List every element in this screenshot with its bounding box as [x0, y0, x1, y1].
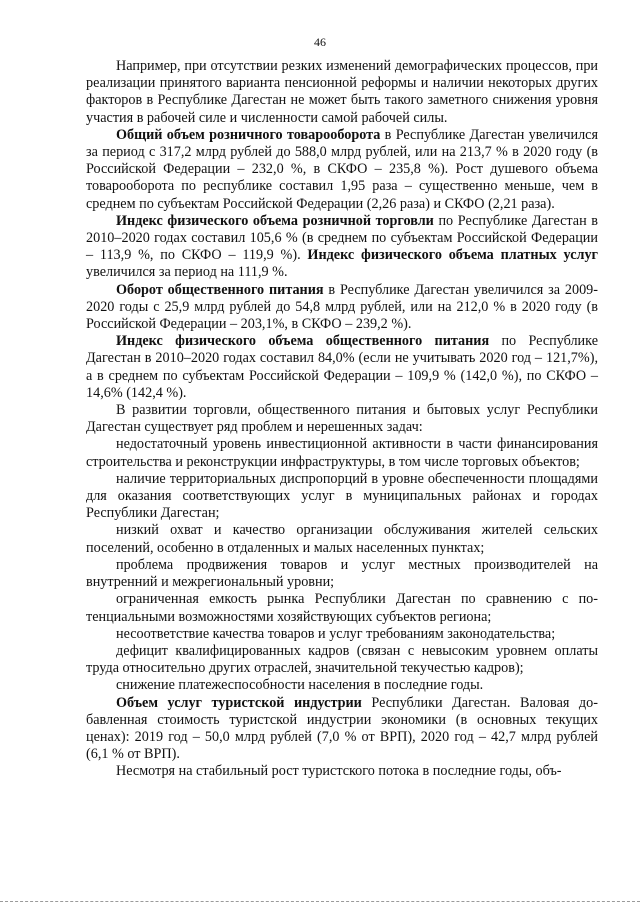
paragraph-5 [86, 333, 598, 402]
text-run: в Республике Дагестан увеличился за 2009-2020 годы с 25,9 млрд рублей до 54,8 млрд рублей, или на 212,0 % в 2020 году (в Российской Федерации – 203,1%, в СКФО – 239,2 %). [86, 281, 598, 333]
page-number: 46 [314, 35, 326, 49]
paragraph-9 [86, 522, 598, 556]
text-run: увеличился за период на 111,9 %. [86, 264, 288, 281]
paragraph-15 [86, 695, 598, 764]
text-run: В развитии торговли, общественного питания и бытовых услуг Республики Дагестан существует ряд проблем и нерешенных задач: [86, 402, 598, 436]
paragraph-13 [86, 643, 598, 677]
bold-term: Индекс физического объема общественного питания [116, 333, 490, 350]
paragraph-2 [86, 127, 598, 213]
text-run: наличие территориальных диспропорций в уровне обеспеченности площадями для оказания соответствующих услуг в муниципальных районах и городах Республики Дагестан; [86, 470, 598, 522]
bold-term: Индекс физического объема розничной торговли [116, 212, 434, 229]
bold-term: Индекс физического объема платных услуг [307, 247, 598, 264]
paragraph-10 [86, 557, 598, 591]
scan-edge-line [0, 901, 640, 903]
text-run: по Республике Дагестан в 2010–2020 годах составил 84,0% (если не учитывать 2020 год – 121,7%), а в среднем по субъектам Российской Федерации – 109,9 % (142,0 %), по СКФО – 14,6% (142,4 %). [86, 333, 598, 401]
text-run: проблема продвижения товаров и услуг местных производителей на внутренний и межрегиональный уровни; [86, 556, 598, 591]
paragraph-7 [86, 436, 598, 470]
paragraph-1 [86, 58, 598, 127]
paragraph-14 [86, 677, 598, 694]
bold-term: Оборот общественного питания [116, 281, 324, 298]
text-run: Например, при отсутствии резких изменений демографических процессов, при реализации принятого варианта пенсионной реформы и наличии некоторых других факторов в Республике Дагестан не может быть такого заметного снижения уровня участия в рабочей силе и численности самой рабочей силы. [86, 58, 598, 126]
text-run: недостаточный уровень инвестиционной активности в части финансирования строительства и реконструкции инфраструктуры, в том числе торговых объектов; [86, 436, 598, 470]
paragraph-8 [86, 471, 598, 523]
paragraph-4 [86, 282, 598, 334]
text-run: Несмотря на стабильный рост туристского потока в последние годы, объ- [116, 763, 562, 780]
text-run: дефицит квалифицированных кадров (связан с невысоким уровнем оплаты труда относительно других отраслей, значительной текучестью кадров); [86, 642, 598, 677]
text-run: снижение платежеспособности населения в последние годы. [116, 677, 484, 694]
paragraph-16 [86, 763, 598, 780]
paragraph-6 [86, 402, 598, 436]
text-run: несоответствие качества товаров и услуг требованиям законодательства; [116, 625, 556, 642]
text-run: ограниченная емкость рынка Республики Дагестан по сравнению с потенциальными возможностями хозяйствующих субъектов региона; [86, 591, 598, 625]
text-run: по Республике Дагестан в 2010–2020 годах составил 105,6 % (в среднем по субъектам Российской Федерации – 113,9 %, по СКФО – 119,9 %). [86, 212, 598, 264]
bold-term: Объем услуг туристской индустрии [116, 694, 362, 711]
text-run: низкий охват и качество организации обслуживания жителей сельских поселений, особенно в отдаленных и малых населенных пунктах; [86, 522, 598, 556]
bold-term: Общий объем розничного товарооборота [116, 126, 381, 143]
body-text [86, 58, 598, 781]
text-run: Республики Дагестан. Валовая добавленная стоимость туристской индустрии экономики (в основных текущих ценах): 2019 год – 50,0 млрд рублей (7,0 % от ВРП), 2020 год – 42,7 млрд рублей (6,1 % от ВРП). [86, 694, 598, 763]
paragraph-3 [86, 213, 598, 282]
paragraph-12 [86, 626, 598, 643]
paragraph-11 [86, 591, 598, 625]
text-run: в Республике Дагестан увеличился за период с 317,2 млрд рублей до 588,0 млрд рублей, или на 213,7 % в 2020 году (в Российской Федерации – 232,0 %, в СКФО – 235,8 %). Рост душевого объема товарооборота по республике составил 1,95 раза – существенно меньше, чем в среднем по субъектам Российской Федерации (2,26 раза) и СКФО (2,21 раза). [86, 126, 598, 212]
